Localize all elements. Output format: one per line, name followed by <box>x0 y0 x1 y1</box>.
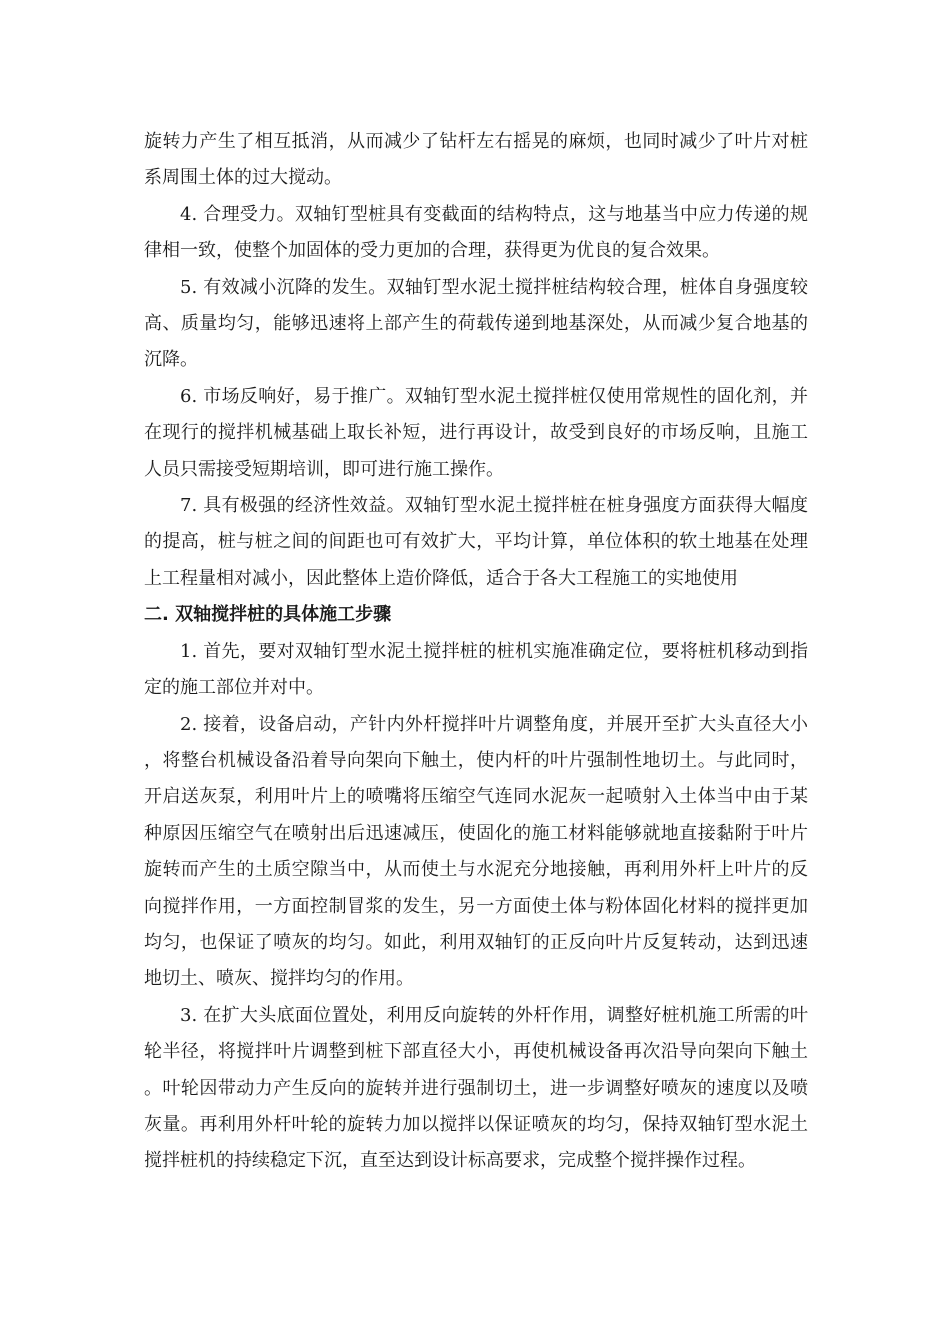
paragraph-step-2: 2. 接着，设备启动，产针内外杆搅拌叶片调整角度，并展开至扩大头直径大小，将整台机械设备沿着导向架向下触土，使内杆的叶片强制性地切土。与此同时，开启送灰泵，利用叶片上的喷嘴将压缩空气连同水泥灰一起喷射入土体当中由于某种原因压缩空气在喷射出后迅速减压，使固化的施工材料能够就地直接黏附于叶片旋转而产生的土质空隙当中，从而使土与水泥充分地接触，再利用外杆上叶片的反向搅拌作用，一方面控制冒浆的发生，另一方面使土体与粉体固化材料的搅拌更加均匀，也保证了喷灰的均匀。如此，利用双轴钉的正反向叶片反复转动，达到迅速地切土、喷灰、搅拌均匀的作用。 <box>144 713 808 990</box>
paragraph-continuation: 旋转力产生了相互抵消，从而减少了钻杆左右摇晃的麻烦，也同时减少了叶片对桩系周围土体的过大搅动。 <box>144 131 808 189</box>
paragraph-item-5: 5. 有效减小沉降的发生。双轴钉型水泥土搅拌桩结构较合理，桩体自身强度较高、质量均匀，能够迅速将上部产生的荷载传递到地基深处，从而减少复合地基的沉降。 <box>144 276 808 371</box>
paragraph-step-3: 3. 在扩大头底面位置处，利用反向旋转的外杆作用，调整好桩机施工所需的叶轮半径，将搅拌叶片调整到桩下部直径大小，再使机械设备再次沿导向架向下触土。叶轮因带动力产生反向的旋转并进行强制切土，进一步调整好喷灰的速度以及喷灰量。再利用外杆叶轮的旋转力加以搅拌以保证喷灰的均匀，保持双轴钉型水泥土搅拌桩机的持续稳定下沉，直至达到设计标高要求，完成整个搅拌操作过程。 <box>144 1004 808 1172</box>
section-heading: 二. 双轴搅拌桩的具体施工步骤 <box>144 604 392 626</box>
paragraph-item-6: 6. 市场反响好，易于推广。双轴钉型水泥土搅拌桩仅使用常规性的固化剂，并在现行的搅拌机械基础上取长补短，进行再设计，故受到良好的市场反响，且施工人员只需接受短期培训，即可进行施工操作。 <box>144 385 808 480</box>
paragraph-item-7: 7. 具有极强的经济性效益。双轴钉型水泥土搅拌桩在桩身强度方面获得大幅度的提高，桩与桩之间的间距也可有效扩大，平均计算，单位体积的软土地基在处理上工程量相对减小，因此整体上造价降低，适合于各大工程施工的实地使用 <box>144 495 808 589</box>
paragraph-item-4: 4. 合理受力。双轴钉型桩具有变截面的结构特点，这与地基当中应力传递的规律相一致，使整个加固体的受力更加的合理，获得更为优良的复合效果。 <box>144 203 808 262</box>
paragraph-step-1: 1. 首先，要对双轴钉型水泥土搅拌桩的桩机实施准确定位，要将桩机移动到指定的施工部位并对中。 <box>144 640 808 699</box>
document-body <box>144 124 808 1180</box>
